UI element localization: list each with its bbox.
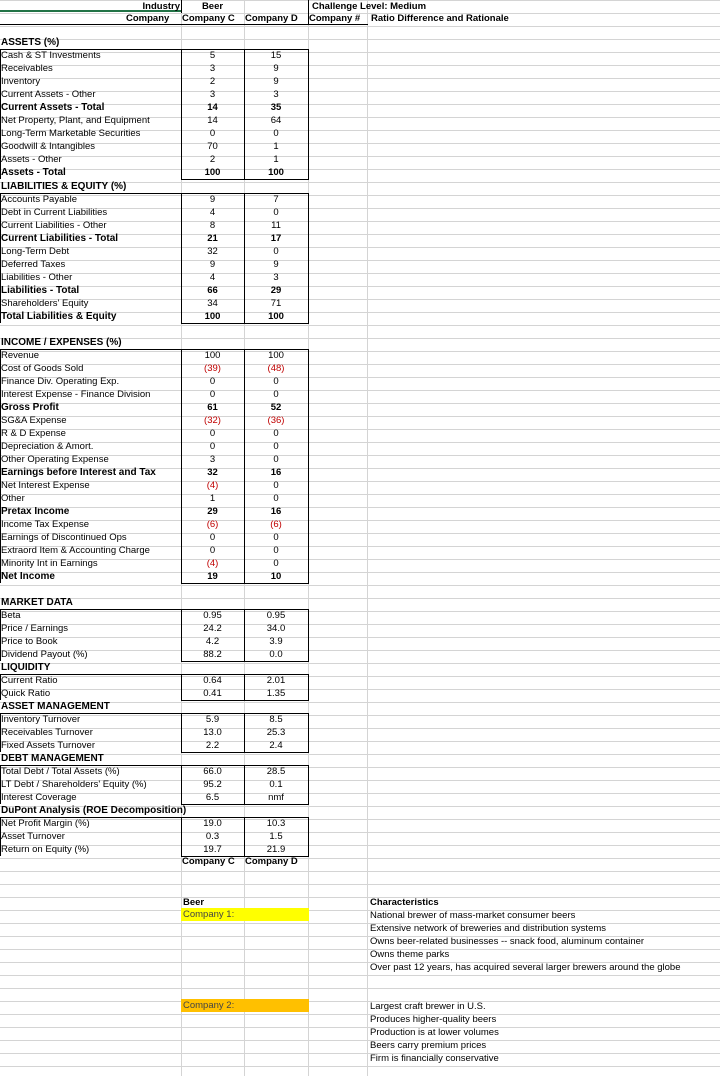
- label-column-border: [0, 765, 1, 804]
- industry-value: Beer: [201, 1, 224, 12]
- row-label: SG&A Expense: [1, 415, 67, 426]
- company-c-value: 3: [209, 63, 216, 74]
- row-label: Long-Term Debt: [1, 246, 70, 257]
- values-box-liquidity: [181, 674, 309, 701]
- table-row[interactable]: [0, 479, 720, 492]
- company-c-value: (39): [204, 363, 221, 374]
- company-c-value: 4.2: [205, 636, 220, 647]
- values-box-debt_mgmt: [181, 765, 309, 805]
- company-d-value: 0.95: [266, 610, 286, 621]
- company-d-value: 1.35: [266, 688, 286, 699]
- section-title-debt_mgmt[interactable]: [0, 752, 720, 765]
- company-c-value: 5: [209, 50, 216, 61]
- table-row[interactable]: [0, 674, 720, 687]
- table-row[interactable]: [0, 206, 720, 219]
- table-row[interactable]: [0, 193, 720, 206]
- company-d-value: 0: [273, 128, 279, 139]
- values-box-divider: [244, 818, 245, 856]
- company-c-value: 19.7: [203, 844, 222, 855]
- section-title-text: LIABILITIES & EQUITY (%): [1, 181, 127, 192]
- table-row[interactable]: [0, 817, 720, 830]
- row-label: Return on Equity (%): [1, 844, 90, 855]
- label-column-border: [0, 609, 1, 661]
- list-item[interactable]: [0, 948, 720, 961]
- company-c-value: 2: [209, 154, 216, 165]
- company-d-value: 0: [273, 389, 279, 400]
- row-label: Assets - Total: [1, 167, 66, 178]
- label-column-border: [0, 674, 1, 700]
- company-d-value: 3: [273, 272, 279, 283]
- table-row[interactable]: [0, 648, 720, 661]
- section-title-dupont[interactable]: [0, 804, 720, 817]
- company-c-value: 2.2: [205, 740, 220, 751]
- company-c-value: 0: [209, 428, 216, 439]
- table-row[interactable]: [0, 427, 720, 440]
- trait-text: Extensive network of breweries and distribution systems: [370, 923, 607, 934]
- table-row[interactable]: [0, 245, 720, 258]
- company-d-value: (6): [270, 519, 282, 530]
- company-d-value: 10: [270, 571, 282, 582]
- row-label: Accounts Payable: [1, 194, 78, 205]
- section-title-text: ASSETS (%): [1, 37, 60, 48]
- row-label: Receivables Turnover: [1, 727, 93, 738]
- values-box-liabilities: [181, 193, 309, 324]
- company-c-value: 32: [207, 246, 218, 257]
- table-row[interactable]: [0, 166, 720, 179]
- table-row[interactable]: [0, 830, 720, 843]
- row-label: Gross Profit: [1, 402, 59, 413]
- col-company-c-header: Company C: [182, 13, 235, 24]
- row-label: Income Tax Expense: [1, 519, 90, 530]
- company-c-value: (4): [206, 558, 219, 569]
- company-c-value: 19: [207, 571, 218, 582]
- company-d-value: 3: [273, 89, 279, 100]
- company-d-value: 0.0: [269, 649, 283, 660]
- trait-text: Produces higher-quality beers: [370, 1014, 497, 1025]
- table-row[interactable]: [0, 492, 720, 505]
- company-c-value: 8: [209, 220, 216, 231]
- footer-company-c: Company C: [182, 856, 235, 867]
- footer-row[interactable]: [0, 855, 720, 868]
- table-row[interactable]: [0, 271, 720, 284]
- trait-text: Owns beer-related businesses -- snack food, aluminum container: [370, 936, 645, 947]
- list-item[interactable]: [0, 1013, 720, 1026]
- row-label: Current Liabilities - Total: [1, 233, 119, 244]
- table-row[interactable]: [0, 219, 720, 232]
- values-box-asset_mgmt: [181, 713, 309, 753]
- table-row[interactable]: [0, 414, 720, 427]
- company-c-value: 0: [209, 128, 216, 139]
- section-title-liabilities[interactable]: [0, 180, 720, 193]
- row-label: Extraord Item & Accounting Charge: [1, 545, 150, 556]
- table-row[interactable]: [0, 101, 720, 114]
- company-c-value: 13.0: [203, 727, 222, 738]
- table-row[interactable]: [0, 778, 720, 791]
- company-c-value: 14: [207, 115, 218, 126]
- row-label: Inventory Turnover: [1, 714, 81, 725]
- company-d-value: 2.4: [269, 740, 283, 751]
- company-c-value: 29: [207, 506, 218, 517]
- label-column-border: [0, 817, 1, 856]
- company-d-value: 100: [268, 167, 284, 178]
- table-row[interactable]: [0, 531, 720, 544]
- company-c-value: 0.3: [205, 831, 220, 842]
- values-box-divider: [244, 194, 245, 323]
- row-label: Revenue: [1, 350, 40, 361]
- company-d-value: 17: [270, 233, 282, 244]
- characteristics-title: Characteristics: [370, 897, 439, 908]
- beer-label: Beer: [183, 897, 205, 908]
- table-row[interactable]: [0, 88, 720, 101]
- trait-text: Owns theme parks: [370, 949, 450, 960]
- company-d-value: 8.5: [269, 714, 283, 725]
- company-c-value: 100: [204, 350, 221, 361]
- table-row[interactable]: [0, 232, 720, 245]
- company-c-value: 0: [209, 441, 216, 452]
- col-company-header: Company: [126, 13, 170, 24]
- trait-text: Beers carry premium prices: [370, 1040, 487, 1051]
- company-d-value: 7: [273, 194, 279, 205]
- table-row[interactable]: [0, 609, 720, 622]
- company-d-value: 25.3: [266, 727, 286, 738]
- company-c-value: 9: [209, 194, 216, 205]
- row-label: Receivables: [1, 63, 53, 74]
- company-c-value: 0.95: [203, 610, 222, 621]
- company-c-value: 4: [209, 272, 216, 283]
- table-row[interactable]: [0, 75, 720, 88]
- header-underline: [0, 24, 368, 25]
- company-c-value: 1: [209, 493, 216, 504]
- section-title-text: LIQUIDITY: [1, 662, 51, 673]
- table-row[interactable]: [0, 570, 720, 583]
- company-d-value: 0: [273, 246, 279, 257]
- table-row[interactable]: [0, 440, 720, 453]
- company-c-value: 0.41: [203, 688, 222, 699]
- table-row[interactable]: [0, 622, 720, 635]
- row-label: Deferred Taxes: [1, 259, 66, 270]
- company-c-value: 32: [207, 467, 218, 478]
- row-label: Quick Ratio: [1, 688, 51, 699]
- company-d-value: (36): [267, 415, 285, 426]
- table-row[interactable]: [0, 62, 720, 75]
- table-row[interactable]: [0, 635, 720, 648]
- row-label: Total Liabilities & Equity: [1, 311, 117, 322]
- company-d-value: 0: [273, 441, 279, 452]
- values-box-divider: [244, 50, 245, 179]
- row-label: Current Ratio: [1, 675, 58, 686]
- values-box-market: [181, 609, 309, 662]
- row-label: Other: [1, 493, 25, 504]
- trait-text: Over past 12 years, has acquired several larger brewers around the globe: [370, 962, 681, 973]
- row-label: Debt in Current Liabilities: [1, 207, 108, 218]
- table-row[interactable]: [0, 401, 720, 414]
- label-column-border: [0, 49, 1, 179]
- company-d-value: 35: [270, 102, 282, 113]
- table-row[interactable]: [0, 310, 720, 323]
- section-title-text: DuPont Analysis (ROE Decomposition): [1, 805, 187, 816]
- row-label: Cash & ST Investments: [1, 50, 101, 61]
- row-label: Assets - Other: [1, 154, 62, 165]
- company-c-value: 0: [209, 532, 216, 543]
- table-row[interactable]: [0, 375, 720, 388]
- company-c-value: 88.2: [203, 649, 222, 660]
- table-row[interactable]: [0, 140, 720, 153]
- row-label: Goodwill & Intangibles: [1, 141, 95, 152]
- values-box-assets: [181, 49, 309, 180]
- row-label: Interest Expense - Finance Division: [1, 389, 151, 400]
- values-box-divider: [244, 610, 245, 661]
- company-d-value: 15: [270, 50, 282, 61]
- row-label: Liabilities - Other: [1, 272, 73, 283]
- table-row[interactable]: [0, 362, 720, 375]
- row-label: Fixed Assets Turnover: [1, 740, 95, 751]
- row-label: Pretax Income: [1, 506, 70, 517]
- company-d-value: 0: [273, 532, 279, 543]
- company-c-value: 3: [209, 454, 216, 465]
- company-d-value: 71: [270, 298, 282, 309]
- trait-text: Production is at lower volumes: [370, 1027, 499, 1038]
- company-d-value: 1: [273, 154, 279, 165]
- footer-company-d: Company D: [245, 856, 298, 867]
- row-label: Liabilities - Total: [1, 285, 80, 296]
- company-d-value: 0: [273, 558, 279, 569]
- industry-label: Industry: [142, 1, 180, 12]
- company-d-value: 0.1: [269, 779, 283, 790]
- company-d-value: nmf: [268, 792, 284, 803]
- company-d-value: 10.3: [266, 818, 286, 829]
- table-row[interactable]: [0, 258, 720, 271]
- label-column-border: [0, 193, 1, 323]
- company-c-value: 6.5: [205, 792, 220, 803]
- company-d-value: 0: [273, 207, 279, 218]
- company-d-value: (48): [267, 363, 285, 374]
- list-item[interactable]: [0, 961, 720, 974]
- table-row[interactable]: [0, 739, 720, 752]
- table-row[interactable]: [0, 687, 720, 700]
- challenge-level: Challenge Level: Medium: [312, 1, 427, 12]
- row-label: R & D Expense: [1, 428, 66, 439]
- list-item[interactable]: [0, 922, 720, 935]
- section-title-asset_mgmt[interactable]: [0, 700, 720, 713]
- values-box-income: [181, 349, 309, 584]
- col-company-num-header: Company #: [309, 13, 361, 24]
- company-d-value: 2.01: [266, 675, 286, 686]
- company-d-value: 9: [273, 259, 279, 270]
- company-c-value: 19.0: [203, 818, 222, 829]
- section-title-text: MARKET DATA: [1, 597, 73, 608]
- company-c-value: 34: [207, 298, 218, 309]
- company-d-value: 16: [270, 467, 282, 478]
- company-c-value: (32): [204, 415, 221, 426]
- list-item[interactable]: [0, 909, 720, 922]
- company-d-value: 100: [268, 311, 284, 322]
- values-box-divider: [244, 675, 245, 700]
- company-d-value: 0: [273, 545, 279, 556]
- company-d-value: 21.9: [266, 844, 286, 855]
- section-title-liquidity[interactable]: [0, 661, 720, 674]
- company1-label: Company 1:: [183, 909, 235, 920]
- company-c-value: 0: [209, 376, 216, 387]
- company-c-value: 4: [209, 207, 216, 218]
- row-label: Price / Earnings: [1, 623, 69, 634]
- label-column-border: [0, 713, 1, 752]
- row-label: Interest Coverage: [1, 792, 77, 803]
- company-c-value: (4): [206, 480, 219, 491]
- company-d-value: 34.0: [266, 623, 286, 634]
- company-c-value: 3: [209, 89, 216, 100]
- row-label: Net Income: [1, 571, 55, 582]
- table-row[interactable]: [0, 453, 720, 466]
- company-c-value: 0.64: [203, 675, 222, 686]
- section-title-text: DEBT MANAGEMENT: [1, 753, 104, 764]
- row-label: Other Operating Expense: [1, 454, 109, 465]
- company-d-value: 0: [273, 376, 279, 387]
- company-c-value: 95.2: [203, 779, 222, 790]
- row-label: Net Profit Margin (%): [1, 818, 90, 829]
- company-c-value: 61: [207, 402, 218, 413]
- table-row[interactable]: [0, 49, 720, 62]
- company-c-value: 66.0: [203, 766, 222, 777]
- table-row[interactable]: [0, 544, 720, 557]
- row-label: Price to Book: [1, 636, 58, 647]
- company-d-value: 29: [270, 285, 282, 296]
- row-label: Current Assets - Total: [1, 102, 105, 113]
- row-label: Earnings before Interest and Tax: [1, 467, 156, 478]
- company-c-value: 0: [209, 545, 216, 556]
- row-label: Dividend Payout (%): [1, 649, 88, 660]
- company-d-value: 0: [273, 480, 279, 491]
- company-c-value: 24.2: [203, 623, 222, 634]
- company-d-value: 0: [273, 454, 279, 465]
- company-d-value: 28.5: [266, 766, 286, 777]
- table-row[interactable]: [0, 127, 720, 140]
- row-label: Depreciation & Amort.: [1, 441, 94, 452]
- col-rationale-header: Ratio Difference and Rationale: [371, 13, 509, 24]
- company-d-value: 1: [273, 141, 279, 152]
- company-d-value: 52: [270, 402, 282, 413]
- company-d-value: 9: [273, 76, 279, 87]
- trait-text: Firm is financially conservative: [370, 1053, 499, 1064]
- table-row[interactable]: [0, 557, 720, 570]
- company-d-value: 100: [268, 350, 284, 361]
- table-row[interactable]: [0, 388, 720, 401]
- company-d-value: 0: [273, 428, 279, 439]
- company-d-value: 3.9: [269, 636, 283, 647]
- row-label: Current Assets - Other: [1, 89, 96, 100]
- company-c-value: 9: [209, 259, 216, 270]
- col-company-d-header: Company D: [245, 13, 298, 24]
- row-label: Net Property, Plant, and Equipment: [1, 115, 150, 126]
- row-label: Shareholders' Equity: [1, 298, 89, 309]
- row-label: Minority Int in Earnings: [1, 558, 98, 569]
- row-label: Inventory: [1, 76, 41, 87]
- row-label: Cost of Goods Sold: [1, 363, 84, 374]
- section-title-market[interactable]: [0, 596, 720, 609]
- table-row[interactable]: [0, 466, 720, 479]
- section-title-text: INCOME / EXPENSES (%): [1, 337, 122, 348]
- list-item[interactable]: [0, 1000, 720, 1013]
- row-label: Finance Div. Operating Exp.: [1, 376, 120, 387]
- company-d-value: 11: [271, 220, 281, 231]
- row-label: Total Debt / Total Assets (%): [1, 766, 120, 777]
- company-d-value: 9: [273, 63, 279, 74]
- header-divider-2: [308, 0, 309, 24]
- section-title-assets[interactable]: [0, 36, 720, 49]
- row-label: Current Liabilities - Other: [1, 220, 107, 231]
- table-row[interactable]: [0, 349, 720, 362]
- table-row[interactable]: [0, 114, 720, 127]
- values-box-divider: [244, 350, 245, 583]
- company-d-value: 0: [273, 493, 279, 504]
- row-label: Net Interest Expense: [1, 480, 90, 491]
- label-column-border: [0, 349, 1, 583]
- list-item[interactable]: [0, 1039, 720, 1052]
- row-label: Earnings of Discontinued Ops: [1, 532, 127, 543]
- company-d-value: 16: [270, 506, 282, 517]
- section-title-income[interactable]: [0, 336, 720, 349]
- list-item[interactable]: [0, 1026, 720, 1039]
- table-row[interactable]: [0, 791, 720, 804]
- values-box-dupont: [181, 817, 309, 857]
- company-c-value: 66: [207, 285, 218, 296]
- company-c-value: 21: [207, 233, 218, 244]
- table-row[interactable]: [0, 297, 720, 310]
- header-divider-1: [181, 0, 182, 13]
- list-item[interactable]: [0, 935, 720, 948]
- table-row[interactable]: [0, 153, 720, 166]
- trait-text: Largest craft brewer in U.S.: [370, 1001, 486, 1012]
- list-item[interactable]: [0, 1052, 720, 1065]
- company-c-value: 14: [207, 102, 218, 113]
- company-c-value: 2: [209, 76, 216, 87]
- row-label: Asset Turnover: [1, 831, 65, 842]
- company-c-value: (6): [206, 519, 219, 530]
- table-row[interactable]: [0, 518, 720, 531]
- table-row[interactable]: [0, 726, 720, 739]
- company-c-value: 70: [207, 141, 218, 152]
- company-c-value: 5.9: [205, 714, 220, 725]
- company-c-value: 100: [204, 167, 221, 178]
- company-c-value: 100: [204, 311, 221, 322]
- table-row[interactable]: [0, 713, 720, 726]
- company2-label: Company 2:: [183, 1000, 235, 1011]
- company-d-value: 64: [270, 115, 282, 126]
- row-label: LT Debt / Shareholders' Equity (%): [1, 779, 147, 790]
- trait-text: National brewer of mass-market consumer beers: [370, 910, 576, 921]
- table-row[interactable]: [0, 765, 720, 778]
- company-c-value: 0: [209, 389, 216, 400]
- row-label: Long-Term Marketable Securities: [1, 128, 141, 139]
- section-title-text: ASSET MANAGEMENT: [1, 701, 110, 712]
- row-label: Beta: [1, 610, 21, 621]
- values-box-divider: [244, 714, 245, 752]
- values-box-divider: [244, 766, 245, 804]
- company-d-value: 1.5: [269, 831, 283, 842]
- table-row[interactable]: [0, 505, 720, 518]
- table-row[interactable]: [0, 284, 720, 297]
